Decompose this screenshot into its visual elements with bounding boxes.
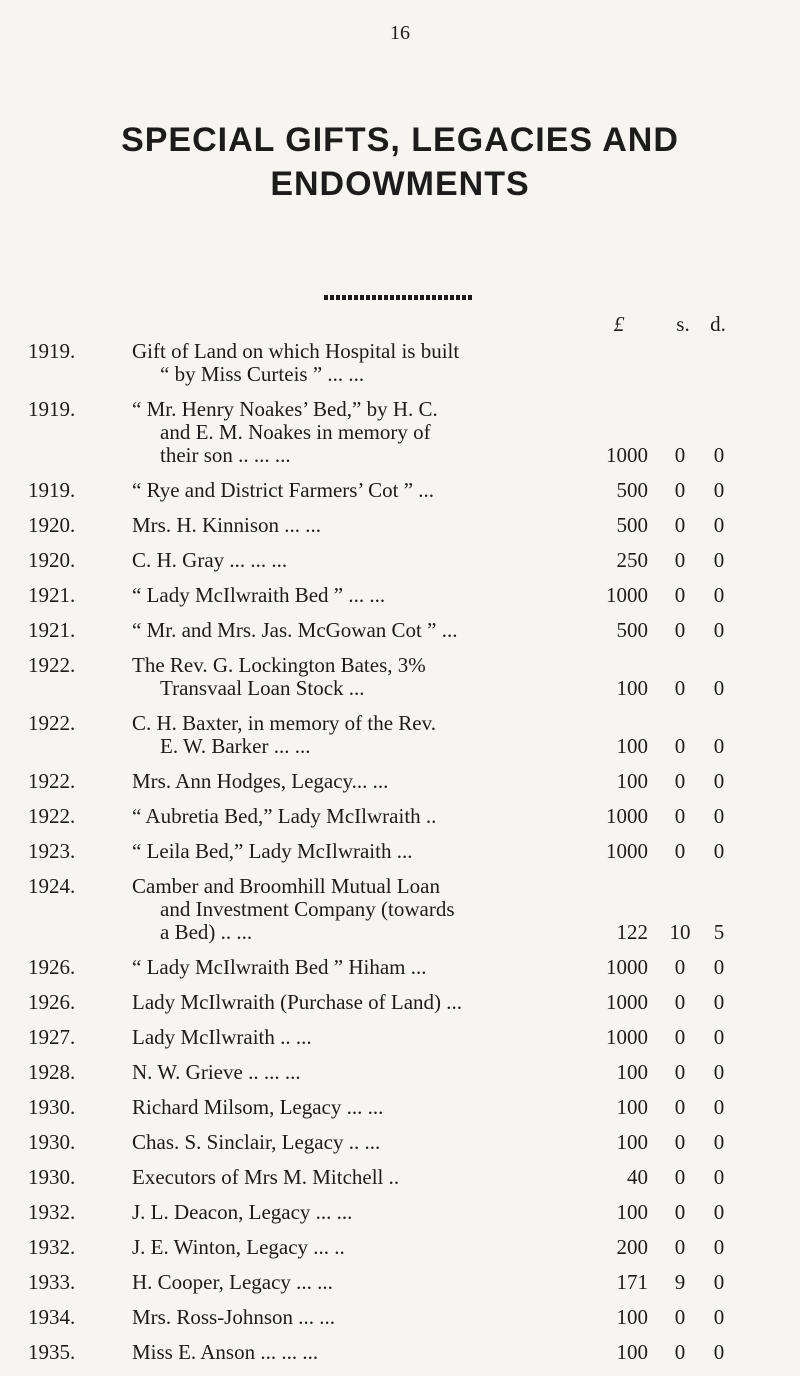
amount-shillings: 9: [674, 1270, 686, 1294]
list-item: [0, 619, 800, 642]
entry-description-line: their son .. ... ...: [160, 444, 291, 467]
entries-list: [0, 340, 800, 1376]
dotted-divider: [324, 295, 474, 300]
amount-pence: 0: [713, 443, 725, 467]
amount-pounds: 500: [616, 478, 648, 502]
entry-description: [132, 712, 656, 758]
entry-description-line: J. L. Deacon, Legacy ... ...: [132, 1201, 353, 1224]
list-item: [0, 1236, 800, 1259]
entry-description-line: H. Cooper, Legacy ... ...: [132, 1271, 333, 1294]
amount-shillings: 10: [669, 920, 691, 944]
amount-pence: 0: [713, 955, 725, 979]
amount-shillings: 0: [674, 443, 686, 467]
entry-description: [132, 549, 656, 572]
amount-pounds: 100: [616, 676, 648, 700]
entry-description: [132, 584, 656, 607]
title-line-1: SPECIAL GIFTS, LEGACIES AND: [121, 121, 679, 159]
amount-pence: 0: [713, 990, 725, 1014]
amount-pounds: 500: [616, 618, 648, 642]
list-item: [0, 770, 800, 793]
entry-description: [132, 1306, 656, 1329]
entry-description-line: Executors of Mrs M. Mitchell ..: [132, 1166, 400, 1189]
entry-year: 1934.: [28, 1305, 76, 1329]
entry-description-line: Miss E. Anson ... ... ...: [132, 1341, 319, 1364]
entry-description: [132, 770, 656, 793]
list-item: [0, 956, 800, 979]
amount-pence: 0: [713, 618, 725, 642]
list-item: [0, 991, 800, 1014]
amount-pence: 0: [713, 734, 725, 758]
amount-pence: 0: [713, 676, 725, 700]
list-item: [0, 840, 800, 863]
amount-pence: 0: [713, 1270, 725, 1294]
entry-description-line: Camber and Broomhill Mutual Loan: [132, 875, 440, 898]
amount-pence: 0: [713, 1305, 725, 1329]
amount-pounds: 250: [616, 548, 648, 572]
entry-description: [132, 479, 656, 502]
list-item: [0, 584, 800, 607]
amount-pounds: 100: [616, 1060, 648, 1084]
amount-pounds: 1000: [606, 443, 648, 467]
amount-pence: 0: [713, 769, 725, 793]
entry-description-line: and E. M. Noakes in memory of: [160, 421, 431, 444]
amount-pence: 0: [713, 478, 725, 502]
amount-pounds: 40: [627, 1165, 648, 1189]
list-item: [0, 1201, 800, 1224]
list-item: [0, 805, 800, 828]
amount-pence: 0: [713, 1095, 725, 1119]
entry-description: [132, 654, 656, 700]
amount-pence: 0: [713, 1200, 725, 1224]
entry-description-line: “ Mr. and Mrs. Jas. McGowan Cot ” ...: [132, 619, 458, 642]
entry-year: 1919.: [28, 339, 76, 363]
list-item: [0, 1271, 800, 1294]
amount-pence: 0: [713, 1165, 725, 1189]
entry-description-line: J. E. Winton, Legacy ... ..: [132, 1236, 345, 1259]
amount-pounds: 100: [616, 1200, 648, 1224]
entry-description: [132, 991, 656, 1014]
amount-pounds: 500: [616, 513, 648, 537]
page-title: [0, 118, 800, 206]
list-item: [0, 1096, 800, 1119]
entry-year: 1930.: [28, 1095, 76, 1119]
entry-year: 1921.: [28, 583, 76, 607]
amount-pence: 5: [713, 920, 725, 944]
entry-year: 1922.: [28, 804, 76, 828]
entry-description: [132, 1341, 656, 1364]
amount-pence: 0: [713, 804, 725, 828]
column-headings: [0, 312, 800, 340]
amount-pence: 0: [713, 1130, 725, 1154]
title-line-2: ENDOWMENTS: [270, 165, 530, 203]
entry-description-line: Lady McIlwraith .. ...: [132, 1026, 312, 1049]
entry-description-line: Gift of Land on which Hospital is built: [132, 340, 460, 363]
list-item: [0, 514, 800, 537]
entry-year: 1920.: [28, 548, 76, 572]
entry-year: 1919.: [28, 478, 76, 502]
entry-year: 1928.: [28, 1060, 76, 1084]
amount-shillings: 0: [674, 478, 686, 502]
list-item: [0, 1341, 800, 1364]
amount-pounds: 1000: [606, 990, 648, 1014]
entry-description-line: “ Lady McIlwraith Bed ” Hiham ...: [132, 956, 427, 979]
entry-description-line: Transvaal Loan Stock ...: [160, 677, 365, 700]
amount-pounds: 100: [616, 1095, 648, 1119]
list-item: [0, 398, 800, 467]
amount-pence: 0: [713, 583, 725, 607]
entry-description: [132, 340, 656, 386]
amount-shillings: 0: [674, 955, 686, 979]
amount-pence: 0: [713, 1025, 725, 1049]
entry-description: [132, 1096, 656, 1119]
amount-shillings: 0: [674, 990, 686, 1014]
amount-shillings: 0: [674, 1165, 686, 1189]
shillings-heading: s.: [676, 312, 690, 336]
amount-shillings: 0: [674, 1305, 686, 1329]
entry-description-line: C. H. Gray ... ... ...: [132, 549, 288, 572]
entry-year: 1920.: [28, 513, 76, 537]
entry-description-line: Chas. S. Sinclair, Legacy .. ...: [132, 1131, 381, 1154]
amount-shillings: 0: [674, 1130, 686, 1154]
entry-description: [132, 514, 656, 537]
entry-description-line: “ Rye and District Farmers’ Cot ” ...: [132, 479, 435, 502]
entry-description-line: “ by Miss Curteis ” ... ...: [160, 363, 365, 386]
amount-pounds: 200: [616, 1235, 648, 1259]
amount-pence: 0: [713, 839, 725, 863]
list-item: [0, 549, 800, 572]
entry-year: 1926.: [28, 990, 76, 1014]
entry-description-line: “ Mr. Henry Noakes’ Bed,” by H. C.: [132, 398, 438, 421]
entry-description-line: Richard Milsom, Legacy ... ...: [132, 1096, 384, 1119]
amount-pence: 0: [713, 513, 725, 537]
amount-shillings: 0: [674, 1095, 686, 1119]
amount-pounds: 1000: [606, 583, 648, 607]
amount-shillings: 0: [674, 1340, 686, 1364]
amount-shillings: 0: [674, 513, 686, 537]
amount-shillings: 0: [674, 548, 686, 572]
amount-shillings: 0: [674, 1200, 686, 1224]
amount-shillings: 0: [674, 804, 686, 828]
amount-pounds: 100: [616, 734, 648, 758]
entry-description-line: “ Aubretia Bed,” Lady McIlwraith ..: [132, 805, 437, 828]
entry-description-line: “ Leila Bed,” Lady McIlwraith ...: [132, 840, 413, 863]
list-item: [0, 479, 800, 502]
entry-year: 1922.: [28, 769, 76, 793]
list-item: [0, 1166, 800, 1189]
entry-description: [132, 840, 656, 863]
amount-shillings: 0: [674, 769, 686, 793]
amount-pounds: 100: [616, 1130, 648, 1154]
entry-description: [132, 805, 656, 828]
amount-shillings: 0: [674, 676, 686, 700]
pounds-heading: £: [613, 312, 625, 336]
entry-description: [132, 619, 656, 642]
entry-description: [132, 1236, 656, 1259]
pence-heading: d.: [710, 312, 726, 336]
list-item: [0, 712, 800, 758]
entry-description: [132, 956, 656, 979]
list-item: [0, 1061, 800, 1084]
amount-pounds: 100: [616, 1305, 648, 1329]
entry-description: [132, 1026, 656, 1049]
entry-description-line: The Rev. G. Lockington Bates, 3%: [132, 654, 426, 677]
amount-shillings: 0: [674, 618, 686, 642]
entry-year: 1932.: [28, 1235, 76, 1259]
entry-description: [132, 1271, 656, 1294]
entry-description-line: Mrs. Ross-Johnson ... ...: [132, 1306, 336, 1329]
list-item: [0, 1131, 800, 1154]
amount-pounds: 1000: [606, 804, 648, 828]
entry-year: 1921.: [28, 618, 76, 642]
amount-shillings: 0: [674, 1060, 686, 1084]
entry-year: 1922.: [28, 711, 76, 735]
entry-description: [132, 1061, 656, 1084]
entry-description: [132, 875, 656, 944]
list-item: [0, 654, 800, 700]
entry-year: 1930.: [28, 1130, 76, 1154]
entry-year: 1927.: [28, 1025, 76, 1049]
entry-description-line: a Bed) .. ...: [160, 921, 253, 944]
amount-pounds: 122: [616, 920, 648, 944]
amount-pence: 0: [713, 548, 725, 572]
amount-pence: 0: [713, 1060, 725, 1084]
list-item: [0, 875, 800, 944]
entry-year: 1930.: [28, 1165, 76, 1189]
entry-description-line: and Investment Company (towards: [160, 898, 455, 921]
entry-description-line: E. W. Barker ... ...: [160, 735, 311, 758]
amount-pounds: 100: [616, 769, 648, 793]
amount-shillings: 0: [674, 734, 686, 758]
list-item: [0, 1026, 800, 1049]
entry-year: 1922.: [28, 653, 76, 677]
list-item: [0, 1306, 800, 1329]
entry-description: [132, 1201, 656, 1224]
entry-year: 1924.: [28, 874, 76, 898]
amount-shillings: 0: [674, 1025, 686, 1049]
entry-year: 1932.: [28, 1200, 76, 1224]
list-item: [0, 340, 800, 386]
amount-shillings: 0: [674, 1235, 686, 1259]
amount-shillings: 0: [674, 583, 686, 607]
amount-pence: 0: [713, 1340, 725, 1364]
amount-pounds: 1000: [606, 1025, 648, 1049]
amount-pounds: 1000: [606, 839, 648, 863]
entry-year: 1919.: [28, 397, 76, 421]
entry-description-line: C. H. Baxter, in memory of the Rev.: [132, 712, 436, 735]
entry-description: [132, 1131, 656, 1154]
entry-year: 1926.: [28, 955, 76, 979]
page-number: 16: [390, 22, 410, 44]
amount-pounds: 171: [616, 1270, 648, 1294]
entry-description: [132, 398, 656, 467]
entry-description-line: “ Lady McIlwraith Bed ” ... ...: [132, 584, 386, 607]
entry-year: 1935.: [28, 1340, 76, 1364]
amount-pounds: 100: [616, 1340, 648, 1364]
entry-year: 1933.: [28, 1270, 76, 1294]
entry-description-line: Lady McIlwraith (Purchase of Land) ...: [132, 991, 463, 1014]
entry-description-line: Mrs. Ann Hodges, Legacy... ...: [132, 770, 389, 793]
amount-shillings: 0: [674, 839, 686, 863]
entry-description: [132, 1166, 656, 1189]
entry-description-line: Mrs. H. Kinnison ... ...: [132, 514, 322, 537]
entry-description-line: N. W. Grieve .. ... ...: [132, 1061, 301, 1084]
amount-pence: 0: [713, 1235, 725, 1259]
amount-pounds: 1000: [606, 955, 648, 979]
entry-year: 1923.: [28, 839, 76, 863]
